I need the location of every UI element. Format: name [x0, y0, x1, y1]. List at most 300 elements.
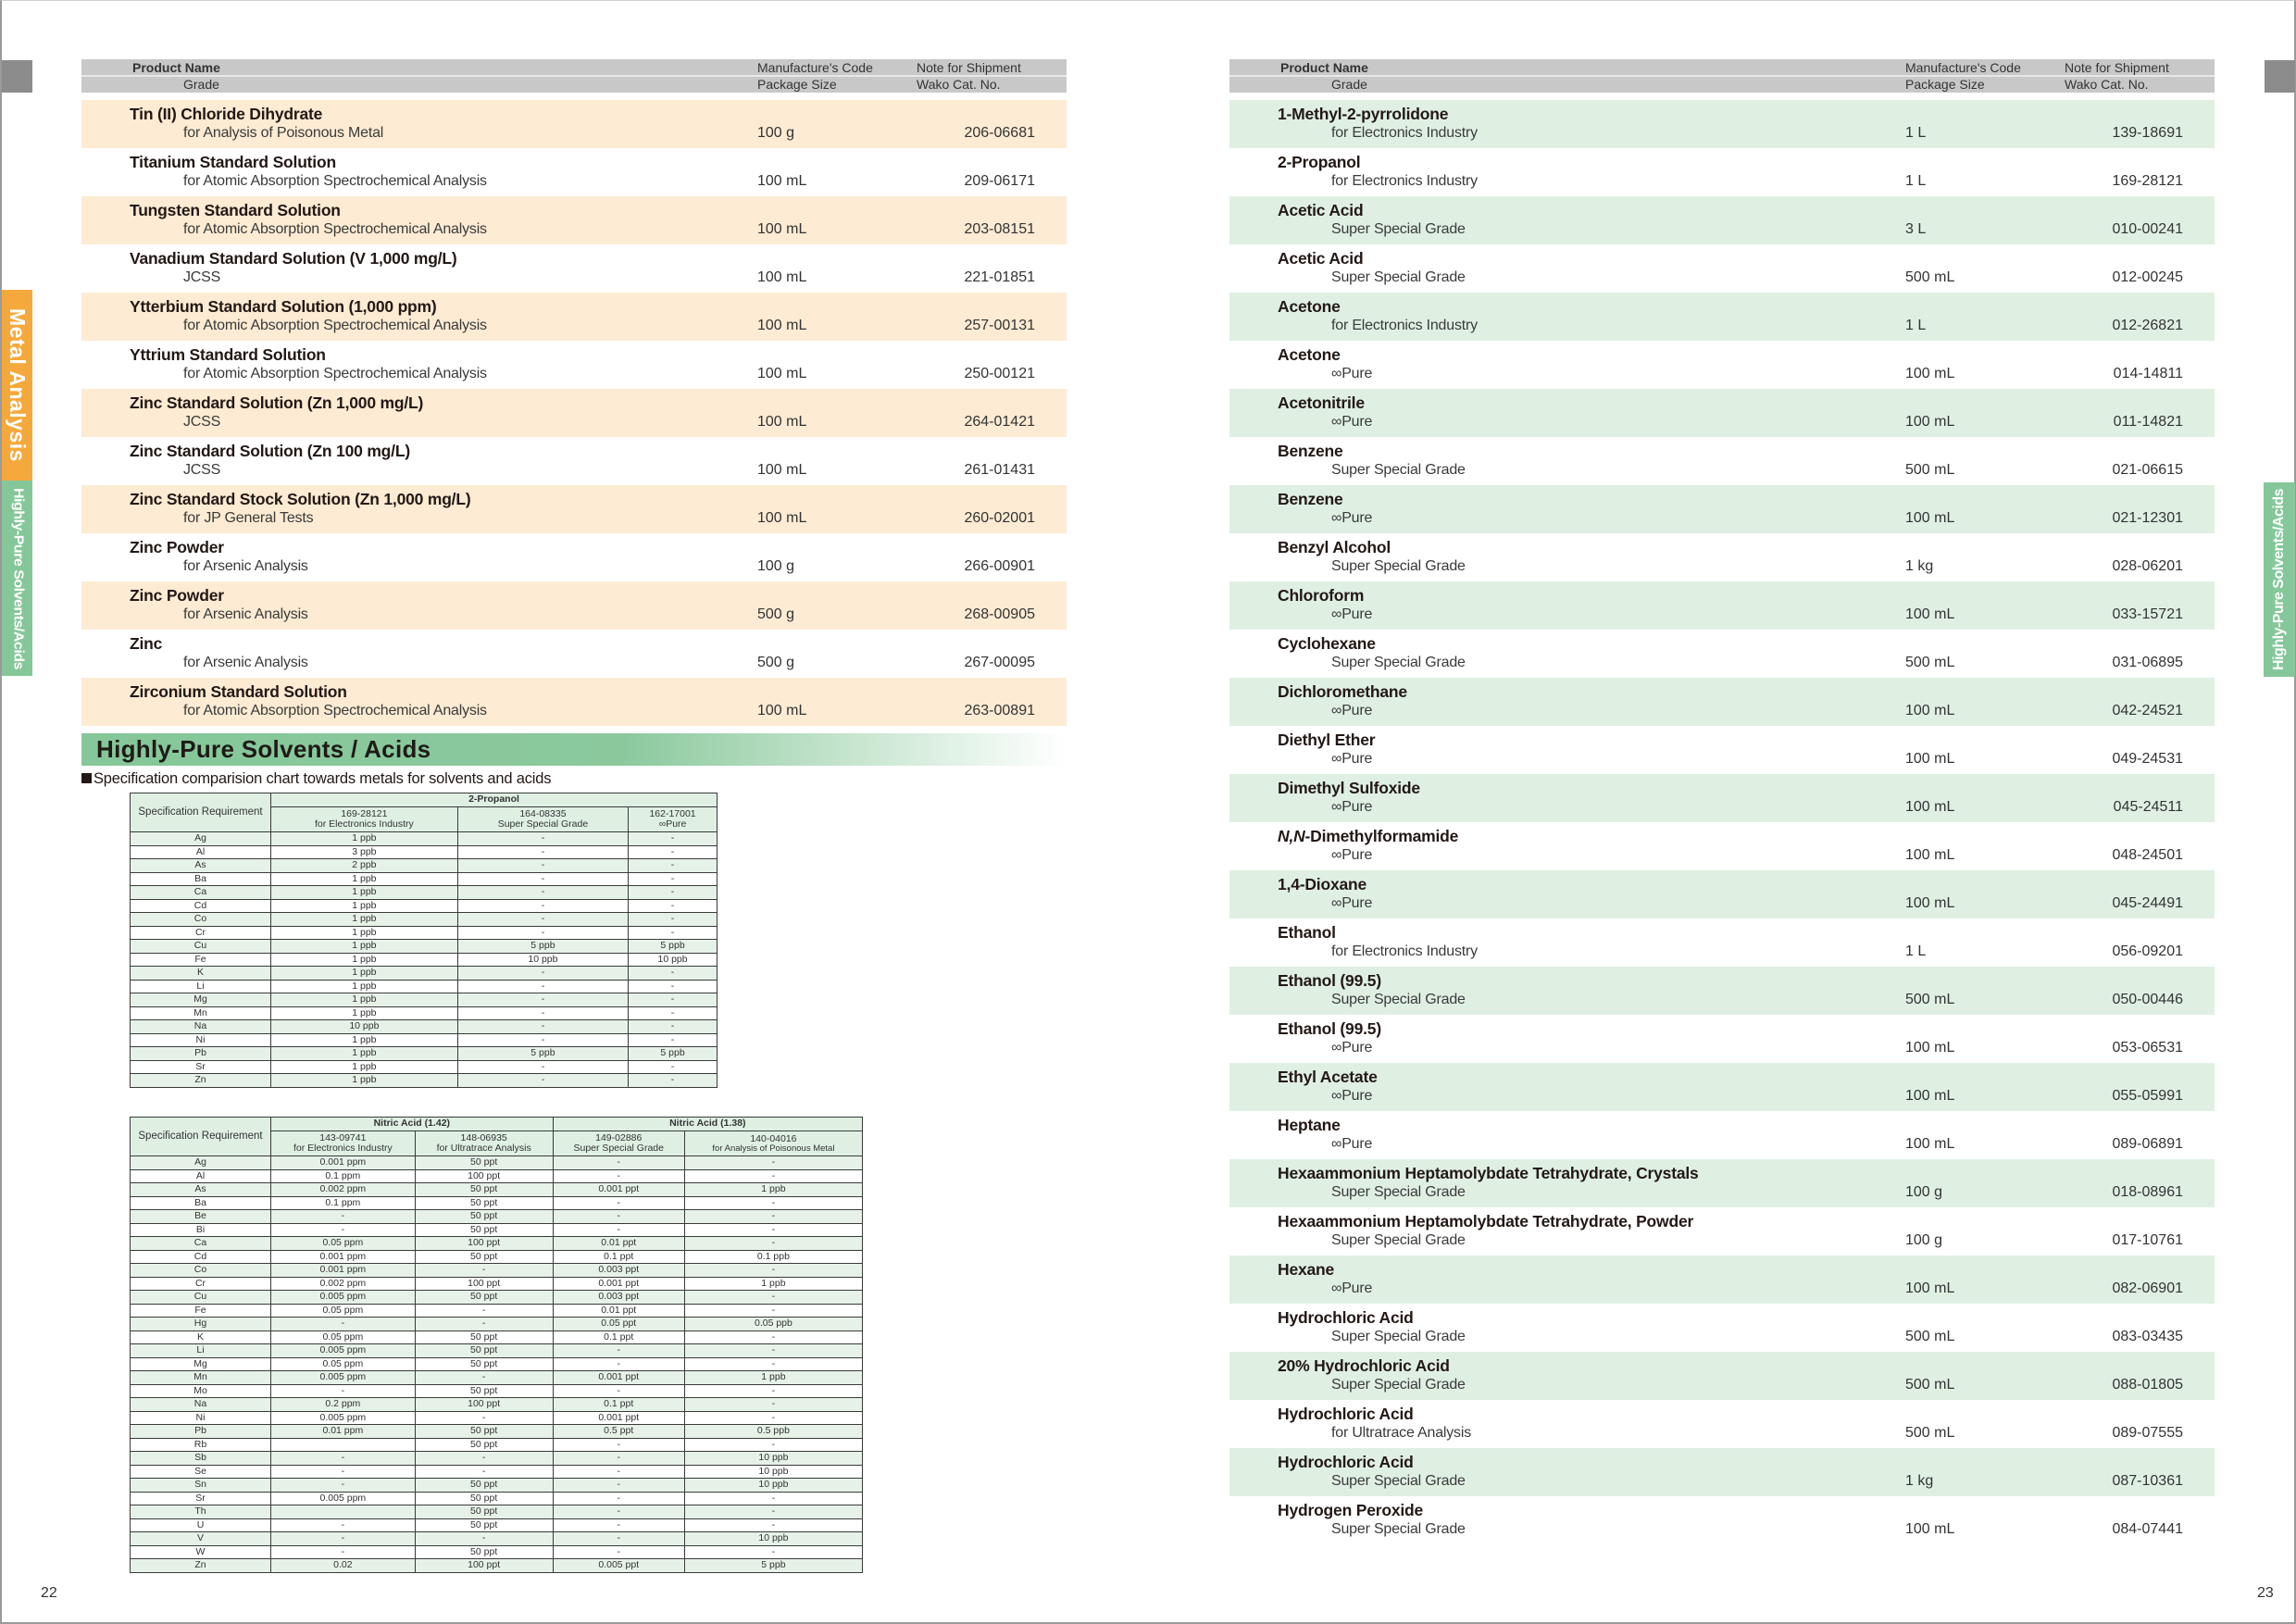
- spec-value: 5 ppb: [457, 1047, 628, 1061]
- spec-value: -: [629, 872, 718, 886]
- spec-value: -: [271, 1223, 416, 1237]
- spec-value: -: [415, 1304, 553, 1318]
- wako-cat-no: 264-01421: [964, 414, 1035, 430]
- spec-value: -: [271, 1384, 416, 1398]
- spec-value: 5 ppb: [684, 1559, 862, 1573]
- spec-value: 0.01 ppm: [271, 1425, 416, 1439]
- right-product-rows: [1229, 100, 2215, 1544]
- product-name: Acetone: [1278, 297, 1341, 316]
- product-row: [1229, 148, 2215, 196]
- wako-cat-no: 055-05991: [2112, 1088, 2183, 1104]
- product-name: Ethyl Acetate: [1278, 1068, 1378, 1086]
- wako-cat-no: 033-15721: [2112, 606, 2183, 622]
- wako-cat-no: 087-10361: [2112, 1473, 2183, 1489]
- product-grade: Super Special Grade: [1331, 1377, 1466, 1393]
- column-code: 140-04016: [750, 1132, 797, 1144]
- spec-value: 0.001 ppt: [553, 1183, 684, 1197]
- spec-value: -: [271, 1465, 416, 1479]
- product-name: Ethanol (99.5): [1278, 971, 1381, 990]
- spec-value: 1 ppb: [684, 1277, 862, 1291]
- element-symbol: Cu: [131, 940, 271, 954]
- wako-cat-no: 266-00901: [964, 558, 1035, 574]
- spec-value: 0.1 ppt: [553, 1398, 684, 1412]
- spec-row: [131, 913, 718, 927]
- product-row: [81, 678, 1067, 726]
- package-size: 100 mL: [1905, 1088, 1955, 1104]
- spec-value: -: [553, 1479, 684, 1493]
- spec-value: -: [457, 859, 628, 873]
- spec-row: [131, 1074, 718, 1088]
- side-tab-solvents-right-label: Highly-Pure Solvents/Acids: [2271, 489, 2287, 670]
- product-name: Benzene: [1278, 490, 1343, 508]
- spec-row: [131, 980, 718, 993]
- element-symbol: Al: [131, 1169, 271, 1183]
- product-grade: for Electronics Industry: [1331, 125, 1478, 141]
- wako-cat-no: 050-00446: [2112, 992, 2183, 1007]
- spec-row: [131, 1438, 863, 1452]
- product-name: Ethanol: [1278, 923, 1336, 942]
- spec-value: 5 ppb: [457, 940, 628, 954]
- spec-value: -: [629, 1006, 718, 1020]
- product-row: [1229, 870, 2215, 918]
- spec-value: -: [415, 1465, 553, 1479]
- spec2-group-header-1: Nitric Acid (1.42): [271, 1118, 554, 1131]
- spec-value: 0.001 ppt: [553, 1277, 684, 1291]
- spec-value: 50 ppt: [415, 1291, 553, 1305]
- spec-column-header: [271, 807, 458, 832]
- spec-value: -: [457, 913, 628, 927]
- package-size: 500 g: [757, 655, 795, 670]
- spec-value: -: [553, 1465, 684, 1479]
- package-size: 100 g: [757, 558, 795, 574]
- wako-cat-no: 028-06201: [2112, 558, 2183, 574]
- spec-row: [131, 1465, 863, 1479]
- product-name: Hydrochloric Acid: [1278, 1453, 1414, 1471]
- product-row: [1229, 437, 2215, 485]
- spec-row: [131, 845, 718, 859]
- package-size: 100 mL: [1905, 606, 1955, 622]
- right-product-table: [1229, 59, 2215, 1544]
- product-name: Hexane: [1278, 1260, 1335, 1279]
- package-size: 100 mL: [757, 414, 807, 430]
- product-grade: ∞Pure: [1331, 1136, 1373, 1152]
- spec-row: [131, 1033, 718, 1047]
- product-grade: Super Special Grade: [1331, 1329, 1466, 1344]
- spec-value: -: [457, 967, 628, 981]
- spec-value: -: [415, 1264, 553, 1278]
- package-size: 100 mL: [1905, 847, 1955, 863]
- element-symbol: Cr: [131, 926, 271, 940]
- product-row: [1229, 533, 2215, 581]
- spec-value: 1 ppb: [271, 1033, 458, 1047]
- element-symbol: K: [131, 967, 271, 981]
- product-name: Cyclohexane: [1278, 634, 1376, 653]
- spec-value: 0.003 ppt: [553, 1264, 684, 1278]
- product-row: [1229, 822, 2215, 870]
- section-subtitle-text: Specification comparision chart towards metals for solvents and acids: [94, 770, 552, 787]
- spec-value: -: [553, 1210, 684, 1224]
- spec-value: -: [629, 899, 718, 913]
- column-grade: for Electronics Industry: [293, 1143, 393, 1154]
- spec-value: 1 ppb: [271, 1060, 458, 1074]
- product-name: Zinc: [130, 634, 163, 653]
- package-size: 100 mL: [757, 462, 807, 478]
- spec-value: 1 ppb: [271, 993, 458, 1007]
- product-name: Acetic Acid: [1278, 249, 1364, 268]
- product-row: [1229, 1063, 2215, 1111]
- package-size: 100 g: [1905, 1232, 1943, 1248]
- product-grade: for Arsenic Analysis: [183, 655, 308, 670]
- chapter-marker-left: [2, 60, 32, 93]
- product-row: [1229, 341, 2215, 389]
- spec-table-nitric-acid: [130, 1117, 863, 1573]
- package-size: 100 mL: [1905, 414, 1955, 430]
- product-grade: Super Special Grade: [1331, 1521, 1466, 1537]
- wako-cat-no: 010-00241: [2112, 221, 2183, 237]
- section-title: Highly-Pure Solvents / Acids: [96, 735, 431, 763]
- spec-value: 0.005 ppm: [271, 1344, 416, 1358]
- spec-value: 0.01 ppt: [553, 1304, 684, 1318]
- product-grade: Super Special Grade: [1331, 1232, 1466, 1248]
- product-row: [81, 196, 1067, 244]
- product-row: [1229, 1207, 2215, 1255]
- product-grade: for Atomic Absorption Spectrochemical Analysis: [183, 318, 487, 333]
- wako-cat-no: 042-24521: [2112, 703, 2183, 718]
- spec-value: -: [684, 1196, 862, 1210]
- spec-value: -: [271, 1518, 416, 1532]
- spec-value: 0.1 ppm: [271, 1169, 416, 1183]
- package-size: 1 kg: [1905, 1473, 1934, 1489]
- element-symbol: Ni: [131, 1033, 271, 1047]
- product-grade: ∞Pure: [1331, 606, 1373, 622]
- package-size: 1 L: [1905, 318, 1927, 333]
- spec-row: [131, 1047, 718, 1061]
- wako-cat-no: 203-08151: [964, 221, 1035, 237]
- wako-cat-no: 053-06531: [2112, 1040, 2183, 1056]
- product-grade: for JP General Tests: [183, 510, 314, 526]
- spec-row: [131, 1505, 863, 1519]
- spec-value: -: [553, 1438, 684, 1452]
- package-size: 100 mL: [1905, 1280, 1955, 1296]
- spec-value: 50 ppt: [415, 1438, 553, 1452]
- spec-value: -: [457, 926, 628, 940]
- spec-value: 1 ppb: [271, 899, 458, 913]
- element-symbol: Cu: [131, 1291, 271, 1305]
- spec-value: 0.1 ppm: [271, 1196, 416, 1210]
- side-tab-solvents-left[interactable]: [2, 481, 32, 676]
- product-grade: Super Special Grade: [1331, 221, 1466, 237]
- product-row: [1229, 485, 2215, 533]
- spec-value: -: [457, 980, 628, 993]
- product-row: [1229, 1352, 2215, 1400]
- element-symbol: Mn: [131, 1371, 271, 1385]
- spec-row: [131, 1559, 863, 1573]
- spec-column-header: [553, 1131, 684, 1156]
- spec-value: -: [629, 993, 718, 1007]
- page-number-right: 23: [2257, 1585, 2274, 1601]
- spec-value: -: [684, 1411, 862, 1425]
- spec-value: 1 ppb: [271, 967, 458, 981]
- spec-row: [131, 1291, 863, 1305]
- spec-row: [131, 1060, 718, 1074]
- spec-value: -: [629, 967, 718, 981]
- spec-row: [131, 1318, 863, 1331]
- spec-value: -: [684, 1169, 862, 1183]
- product-row: [1229, 726, 2215, 774]
- product-row: [1229, 244, 2215, 293]
- spec-value: 50 ppt: [415, 1545, 553, 1559]
- product-grade: for Arsenic Analysis: [183, 558, 308, 574]
- square-bullet-icon: [81, 773, 92, 783]
- product-grade: ∞Pure: [1331, 1040, 1373, 1056]
- spec-value: 1 ppb: [271, 913, 458, 927]
- product-name: 20% Hydrochloric Acid: [1278, 1356, 1450, 1375]
- spec-value: 10 ppb: [457, 953, 628, 967]
- spec-value: 10 ppb: [684, 1532, 862, 1546]
- package-size: 100 mL: [757, 318, 807, 333]
- package-size: 500 mL: [1905, 1377, 1955, 1393]
- wako-cat-no: 257-00131: [964, 318, 1035, 333]
- side-tab-solvents-right[interactable]: [2264, 482, 2295, 677]
- spec-value: -: [629, 832, 718, 846]
- package-size: 100 mL: [757, 269, 807, 285]
- product-name: Zinc Standard Solution (Zn 1,000 mg/L): [130, 394, 424, 412]
- spec-value: -: [553, 1344, 684, 1358]
- spec-value: -: [415, 1452, 553, 1466]
- spec-value: -: [457, 1074, 628, 1088]
- element-symbol: Ag: [131, 1156, 271, 1170]
- package-size: 500 mL: [1905, 269, 1955, 285]
- left-table-header: [81, 59, 1067, 93]
- spec-value: 2 ppb: [271, 859, 458, 873]
- spec-value: -: [684, 1330, 862, 1344]
- section-heading: [81, 733, 1066, 766]
- side-tab-solvents-left-label: Highly-Pure Solvents/Acids: [10, 487, 25, 669]
- spec-column-header: [684, 1131, 862, 1156]
- product-row: [81, 533, 1067, 581]
- element-symbol: Ag: [131, 832, 271, 846]
- package-size: 1 L: [1905, 125, 1927, 141]
- spec-value: 10 ppb: [684, 1465, 862, 1479]
- product-grade: ∞Pure: [1331, 799, 1373, 815]
- spec-value: -: [457, 1006, 628, 1020]
- package-size: 100 mL: [1905, 366, 1955, 381]
- spec-column-header: [271, 1131, 416, 1156]
- product-grade: ∞Pure: [1331, 895, 1373, 911]
- product-row: [1229, 678, 2215, 726]
- spec-value: -: [684, 1237, 862, 1251]
- wako-cat-no: 082-06901: [2112, 1280, 2183, 1296]
- spec-value: -: [457, 1033, 628, 1047]
- product-name: Dichloromethane: [1278, 682, 1407, 701]
- product-row: [1229, 100, 2215, 148]
- spec-row: [131, 1277, 863, 1291]
- package-size: 500 mL: [1905, 462, 1955, 478]
- column-code: 169-28121: [341, 807, 388, 819]
- spec-value: -: [684, 1223, 862, 1237]
- product-name: Tin (II) Chloride Dihydrate: [130, 105, 323, 123]
- spec-value: 50 ppt: [415, 1196, 553, 1210]
- spec-value: -: [271, 1545, 416, 1559]
- left-product-table: [81, 59, 1067, 726]
- wako-cat-no: 206-06681: [964, 125, 1035, 141]
- spec-value: 50 ppt: [415, 1425, 553, 1439]
- element-symbol: K: [131, 1330, 271, 1344]
- product-grade: for Electronics Industry: [1331, 173, 1478, 189]
- spec-value: -: [684, 1505, 862, 1519]
- spec-value: 1 ppb: [271, 926, 458, 940]
- spec-value: -: [271, 1210, 416, 1224]
- spec-value: -: [415, 1411, 553, 1425]
- spec-value: -: [684, 1545, 862, 1559]
- chapter-marker-right: [2265, 60, 2295, 93]
- spec-value: -: [629, 926, 718, 940]
- product-name: Zinc Powder: [130, 538, 224, 556]
- spec-value: -: [684, 1518, 862, 1532]
- element-symbol: Se: [131, 1465, 271, 1479]
- product-grade: JCSS: [183, 269, 221, 285]
- spec-row: [131, 1425, 863, 1439]
- spec-row: [131, 1169, 863, 1183]
- spec-value: 1 ppb: [271, 872, 458, 886]
- element-symbol: Li: [131, 1344, 271, 1358]
- spec-value: -: [629, 1074, 718, 1088]
- spec-value: 0.5 ppb: [684, 1425, 862, 1439]
- spec-value: -: [457, 1020, 628, 1034]
- spec-value: 10 ppb: [271, 1020, 458, 1034]
- package-size: 100 g: [1905, 1184, 1943, 1200]
- spec-row: [131, 953, 718, 967]
- product-row: [1229, 1015, 2215, 1063]
- spec-value: -: [684, 1438, 862, 1452]
- spec-value: 100 ppt: [415, 1237, 553, 1251]
- column-grade: ∞Pure: [658, 818, 687, 830]
- spec-value: -: [457, 1060, 628, 1074]
- wako-cat-no: 268-00905: [964, 606, 1035, 622]
- element-symbol: Bi: [131, 1223, 271, 1237]
- side-tab-metal-analysis[interactable]: [2, 290, 32, 481]
- product-row: [81, 293, 1067, 341]
- spec-value: -: [684, 1304, 862, 1318]
- spec-value: 0.1 ppt: [553, 1330, 684, 1344]
- spec-value: 50 ppt: [415, 1505, 553, 1519]
- spec-value: -: [684, 1384, 862, 1398]
- wako-cat-no: 056-09201: [2112, 943, 2183, 959]
- product-name: Vanadium Standard Solution (V 1,000 mg/L): [130, 249, 457, 268]
- spec-value: 0.001 ppm: [271, 1250, 416, 1264]
- spec-value: 50 ppt: [415, 1492, 553, 1505]
- product-name: Acetonitrile: [1278, 394, 1365, 412]
- spec-row: [131, 1384, 863, 1398]
- product-grade: ∞Pure: [1331, 414, 1373, 430]
- spec-value: -: [629, 859, 718, 873]
- element-symbol: Ni: [131, 1411, 271, 1425]
- element-symbol: Fe: [131, 1304, 271, 1318]
- product-name: [1278, 827, 1458, 846]
- spec-value: 0.05 ppb: [684, 1318, 862, 1331]
- spec-row: [131, 1183, 863, 1197]
- package-size: 1 L: [1905, 173, 1927, 189]
- spec-value: [271, 1505, 416, 1519]
- spec-value: 1 ppb: [271, 1047, 458, 1061]
- product-name: Acetic Acid: [1278, 201, 1364, 219]
- package-size: 100 mL: [1905, 1136, 1955, 1152]
- spec-row: [131, 1196, 863, 1210]
- wako-cat-no: 263-00891: [964, 703, 1035, 718]
- wako-cat-no: 017-10761: [2112, 1232, 2183, 1248]
- spec-value: 50 ppt: [415, 1330, 553, 1344]
- product-name: Titanium Standard Solution: [130, 153, 336, 171]
- spec-row: [131, 1264, 863, 1278]
- spec2-req-header: Specification Requirement: [131, 1118, 271, 1156]
- header-wako-cat-no: Wako Cat. No.: [2065, 77, 2149, 92]
- spec-value: -: [684, 1357, 862, 1371]
- product-name: Hexaammonium Heptamolybdate Tetrahydrate, Crystals: [1278, 1164, 1699, 1182]
- page-number-left: 22: [41, 1585, 57, 1601]
- spec-row: [131, 1518, 863, 1532]
- element-symbol: Mg: [131, 993, 271, 1007]
- product-grade: ∞Pure: [1331, 510, 1373, 526]
- spec-row: [131, 1020, 718, 1034]
- spec-value: 0.005 ppm: [271, 1411, 416, 1425]
- product-row: [1229, 1159, 2215, 1207]
- spec-value: 0.1 ppb: [684, 1250, 862, 1264]
- element-symbol: Ca: [131, 886, 271, 900]
- element-symbol: Fe: [131, 953, 271, 967]
- wako-cat-no: 083-03435: [2112, 1329, 2183, 1344]
- spec-value: -: [553, 1452, 684, 1466]
- product-name: Benzene: [1278, 442, 1343, 460]
- product-row: [1229, 967, 2215, 1015]
- product-row: [1229, 196, 2215, 244]
- spec-value: -: [457, 993, 628, 1007]
- wako-cat-no: 261-01431: [964, 462, 1035, 478]
- spec2-group-header-2: Nitric Acid (1.38): [553, 1118, 862, 1131]
- spec-value: -: [553, 1384, 684, 1398]
- wako-cat-no: 209-06171: [964, 173, 1035, 189]
- element-symbol: Co: [131, 1264, 271, 1278]
- element-symbol: Mo: [131, 1384, 271, 1398]
- product-name-prefix: N,N: [1278, 827, 1305, 845]
- spec1-req-header: Specification Requirement: [131, 793, 271, 832]
- spec-value: -: [553, 1169, 684, 1183]
- product-row: [81, 437, 1067, 485]
- header-package-size: Package Size: [1905, 77, 1985, 92]
- spec-value: 0.1 ppt: [553, 1250, 684, 1264]
- element-symbol: Sb: [131, 1452, 271, 1466]
- wako-cat-no: 048-24501: [2112, 847, 2183, 863]
- spec-value: -: [553, 1357, 684, 1371]
- element-symbol: Pb: [131, 1425, 271, 1439]
- product-name: Acetone: [1278, 345, 1341, 364]
- column-code: 143-09741: [319, 1131, 367, 1143]
- spec-value: 1 ppb: [271, 980, 458, 993]
- product-row: [81, 630, 1067, 678]
- spec-value: 0.05 ppm: [271, 1357, 416, 1371]
- product-name: Heptane: [1278, 1116, 1341, 1134]
- product-row: [1229, 630, 2215, 678]
- spec-row: [131, 1532, 863, 1546]
- wako-cat-no: 021-12301: [2112, 510, 2183, 526]
- wako-cat-no: 012-00245: [2112, 269, 2183, 285]
- product-name: Zirconium Standard Solution: [130, 682, 347, 701]
- spec-value: 1 ppb: [684, 1371, 862, 1385]
- spec-value: -: [684, 1492, 862, 1505]
- product-row: [1229, 1255, 2215, 1304]
- spec-value: -: [415, 1532, 553, 1546]
- wako-cat-no: 049-24531: [2112, 751, 2183, 767]
- product-grade: JCSS: [183, 462, 221, 478]
